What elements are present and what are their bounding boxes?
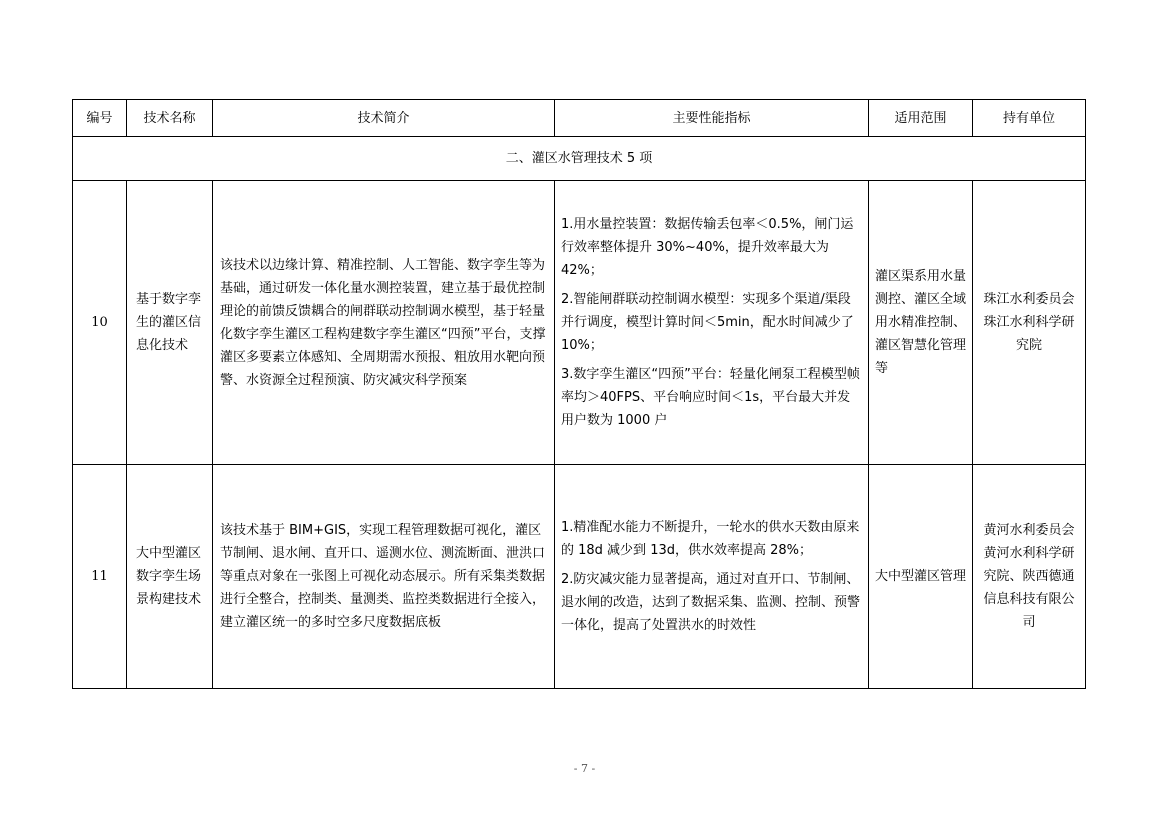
row-owner: 黄河水利委员会黄河水利科学研究院、陕西德通信息科技有限公司	[973, 465, 1086, 689]
row-scope: 灌区渠系用水量测控、灌区全域用水精准控制、灌区智慧化管理等	[869, 181, 973, 465]
table-row	[73, 181, 1086, 465]
header-tech-name: 技术名称	[127, 100, 213, 137]
row-number: 10	[73, 181, 127, 465]
performance-item: 2.防灾减灾能力显著提高，通过对直开口、节制闸、退水闸的改造，达到了数据采集、监测、控制、预警一体化，提高了处置洪水的时效性	[561, 572, 861, 633]
row-tech-name: 基于数字孪生的灌区信息化技术	[127, 181, 213, 465]
row-owner: 珠江水利委员会珠江水利科学研究院	[973, 181, 1086, 465]
technology-table	[72, 99, 1086, 689]
row-tech-name: 大中型灌区数字孪生场景构建技术	[127, 465, 213, 689]
row-scope: 大中型灌区管理	[869, 465, 973, 689]
row-performance	[555, 465, 869, 689]
row-tech-intro: 该技术以边缘计算、精准控制、人工智能、数字孪生等为基础，通过研发一体化量水测控装置，建立基于最优控制理论的前馈反馈耦合的闸群联动控制调水模型，基于轻量化数字孪生灌区工程构建数字孪生灌区“四预”平台，支撑灌区多要素立体感知、全周期需水预报、粗放用水靶向预警、水资源全过程预演、防灾减灾科学预案	[213, 181, 555, 465]
row-tech-intro: 该技术基于 BIM+GIS，实现工程管理数据可视化，灌区节制闸、退水闸、直开口、遥测水位、测流断面、泄洪口等重点对象在一张图上可视化动态展示。所有采集类数据进行全整合，控制类、量测类、监控类数据进行全接入，建立灌区统一的多时空多尺度数据底板	[213, 465, 555, 689]
row-number: 11	[73, 465, 127, 689]
performance-item: 1.用水量控装置：数据传输丢包率＜0.5%，闸门运行效率整体提升 30%~40%，提升效率最大为 42%；	[561, 217, 854, 278]
header-performance: 主要性能指标	[555, 100, 869, 137]
table-row	[73, 465, 1086, 689]
performance-item: 2.智能闸群联动控制调水模型：实现多个渠道/渠段并行调度，模型计算时间＜5min，配水时间减少了 10%；	[561, 292, 854, 353]
header-owner: 持有单位	[973, 100, 1086, 137]
section-row	[73, 137, 1086, 181]
header-scope: 适用范围	[869, 100, 973, 137]
table-header-row	[73, 100, 1086, 137]
row-performance	[555, 181, 869, 465]
header-tech-intro: 技术简介	[213, 100, 555, 137]
header-number: 编号	[73, 100, 127, 137]
performance-item: 3.数字孪生灌区“四预”平台：轻量化闸泵工程模型帧率均＞40FPS、平台响应时间＜1s，平台最大并发用户数为 1000 户	[561, 367, 860, 428]
page-number: - 7 -	[573, 762, 596, 775]
section-title: 二、灌区水管理技术 5 项	[73, 137, 1086, 181]
performance-item: 1.精准配水能力不断提升，一轮水的供水天数由原来的 18d 减少到 13d，供水效率提高 28%；	[561, 520, 860, 558]
